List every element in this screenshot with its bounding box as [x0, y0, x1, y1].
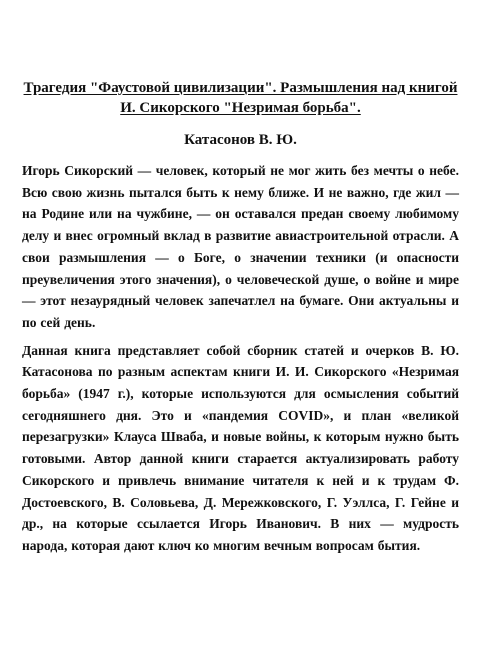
book-title: Трагедия "Фаустовой цивилизации". Размышления над книгой И. Сикорского "Незримая борьба". — [23, 80, 458, 116]
book-annotation — [22, 78, 459, 557]
paragraph-1: Игорь Сикорский — человек, который не мог жить без мечты о небе. Всю свою жизнь пытался быть к нему ближе. И не важно, где жил — на Родине или на чужбине, — он оставался предан своему любимому делу и внес огромный вклад в развитие авиастроительной отрасли. А свои размышления — о Боге, о значении техники (и опасности преувеличения этого значения), о человеческой душе, о войне и мире — этот незаурядный человек запечатлел на бумаге. Они актуальны и по сей день. — [22, 163, 459, 330]
paragraph-2: Данная книга представляет собой сборник статей и очерков В. Ю. Катасонова по разным аспектам книги И. И. Сикорского «Незримая борьба» (1947 г.), которые используются для осмысления событий сегодняшнего дня. Это и «пандемия COVID», и план «великой перезагрузки» Клауса Шваба, и новые войны, к которым нужно быть готовыми. Автор данной книги старается актуализировать работу Сикорского и привлечь внимание читателя к ней и к трудам Ф. Достоевского, В. Соловьева, Д. Мережковского, Г. Уэллса, Г. Гейне и др., на которые ссылается Игорь Иванович. В них — мудрость народа, которая дают ключ ко многим вечным вопросам бытия. — [22, 342, 459, 553]
book-author: Катасонов В. Ю. — [184, 132, 297, 148]
